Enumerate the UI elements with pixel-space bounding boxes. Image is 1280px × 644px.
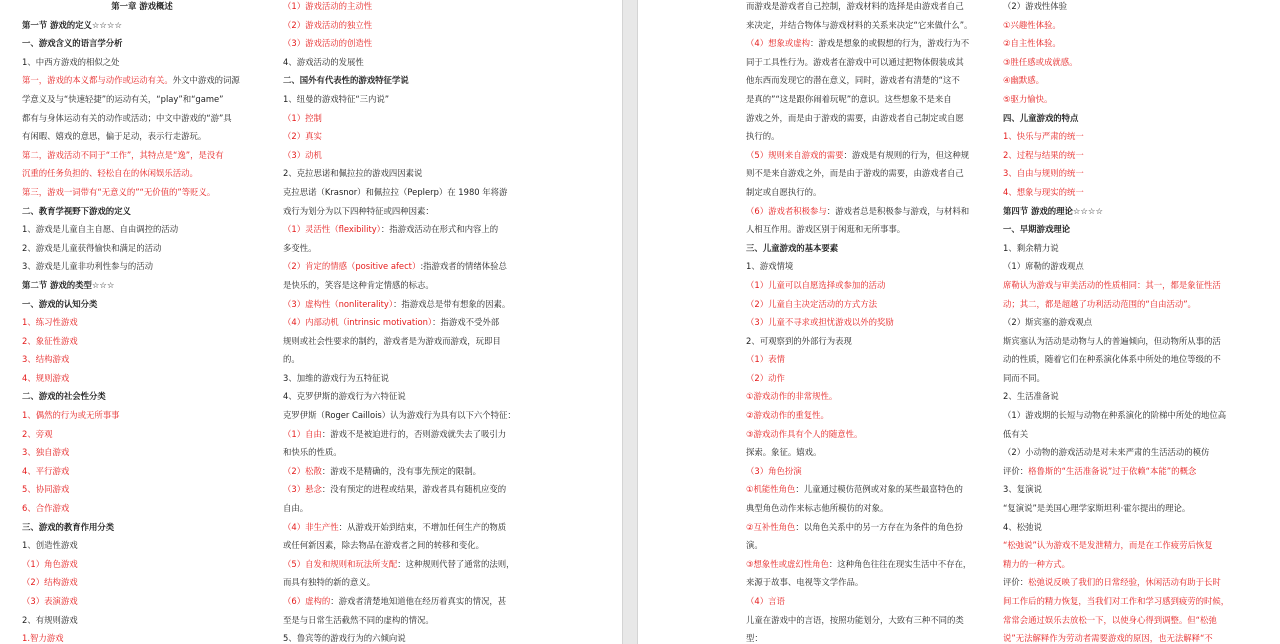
text-line: 1、创造性游戏 xyxy=(22,540,78,551)
text-line: ②游戏动作的重复性。 xyxy=(746,410,829,421)
text-line: （1）儿童可以自愿选择或参加的活动 xyxy=(746,279,886,290)
text-line: 4、松弛说 xyxy=(1003,521,1042,532)
text-line: （1）席勒的游戏观点 xyxy=(1003,261,1084,272)
text-line: 戏行为划分为以下四种特征或四种因素： xyxy=(283,205,434,216)
text-line xyxy=(283,295,519,314)
text-run: 松弛说反映了我们的日常经验，休闲活动有助于长时 xyxy=(1028,577,1221,588)
text-run: （5）规则来自游戏的需要 xyxy=(746,149,844,160)
text-line: 1、练习性游戏 xyxy=(22,317,78,328)
text-line: 2、有规则游戏 xyxy=(22,614,78,625)
text-line: 或任何新因素，除去物品在游戏者之间的转移和变化。 xyxy=(283,540,484,551)
text-line: （2）小动物的游戏活动是对未来严肃的生活活动的模仿 xyxy=(1003,447,1210,458)
text-line: （2）斯宾塞的游戏观点 xyxy=(1003,317,1093,328)
text-run: （6）游戏者积极参与 xyxy=(746,205,827,216)
text-line: 1、游戏情境 xyxy=(746,261,794,272)
text-line: ①兴趣性体验。 xyxy=(1003,19,1061,30)
text-run: ：没有预定的进程或结果，游戏者具有随机应变的 xyxy=(321,484,507,495)
text-line: 2、可观察到的外部行为表现 xyxy=(746,335,852,346)
text-line xyxy=(283,480,519,499)
text-line: （2）儿童自主决定活动的方式方法 xyxy=(746,298,877,309)
text-run: ：游戏者总是积极参与游戏，与材料和 xyxy=(826,205,970,216)
text-line xyxy=(746,34,982,53)
text-line: 3、游戏是儿童非功利性参与的活动 xyxy=(22,261,153,272)
text-line: 典型角色动作来标志他所模仿的对象。 xyxy=(746,503,889,514)
text-line: （4）言语 xyxy=(746,596,785,606)
text-line: 的。 xyxy=(283,354,300,365)
text-line: 来决定，并结合物体与游戏材料的关系来决定“它来做什么”。 xyxy=(746,19,973,30)
text-line: 第四节 游戏的理论☆☆☆☆ xyxy=(1003,205,1103,216)
text-line: 4、游戏活动的发展性 xyxy=(283,56,364,67)
text-line: 第二节 游戏的类型☆☆☆ xyxy=(22,279,115,290)
text-line: 有闲暇、嬉戏的意思，偏于足动，表示行走游玩。 xyxy=(22,131,207,142)
text-run: 外文中游戏的词源 xyxy=(172,75,240,86)
text-line: 而具有独特的新的意义。 xyxy=(283,577,376,588)
text-line: 2、旁观 xyxy=(22,428,53,439)
text-line: 三、游戏的教育作用分类 xyxy=(22,521,115,532)
text-line: 3、加维的游戏行为五特征说 xyxy=(283,372,389,383)
text-line: 2、克拉思诺和佩拉拉的游戏四因素说 xyxy=(283,168,423,179)
text-line: （2）动作 xyxy=(746,372,785,383)
text-run: （3）悬念 xyxy=(283,484,322,495)
text-line: 游戏之外，而是由于游戏的需要，由游戏者自己制定或自愿 xyxy=(746,112,964,123)
text-line: 动的性质，随着它们在种系演化体系中所处的地位等级的不 xyxy=(1003,354,1221,365)
text-line: 5、协同游戏 xyxy=(22,484,70,495)
text-run: （2）肯定的情感（positive afect） xyxy=(283,261,421,272)
text-line: 克拉思诺（Krasnor）和佩拉拉（Peplerp）在 1980 年将游 xyxy=(283,186,508,197)
text-run: 评价： xyxy=(1003,577,1029,588)
text-line xyxy=(746,146,982,165)
page-gutter xyxy=(622,0,638,644)
text-column-4 xyxy=(1003,0,1251,644)
text-run: （4）内部动机（intrinsic motivation） xyxy=(283,317,433,328)
text-run: 第一，游戏的本义都与动作或运动有关。 xyxy=(22,75,173,86)
text-column-1 xyxy=(22,0,262,644)
text-line: 一、游戏含义的语言学分析 xyxy=(22,38,123,49)
text-line: （3）表演游戏 xyxy=(22,596,78,606)
text-line: 5、鲁宾等的游戏行为的六倾向说 xyxy=(283,633,406,644)
text-line: （1）表情 xyxy=(746,354,785,365)
text-line: 第二，游戏活动不同于“工作”，其特点是“逸”，是没有 xyxy=(22,149,224,160)
text-line: 自由。 xyxy=(283,503,309,514)
text-run: ①机能性角色 xyxy=(746,484,796,495)
text-line xyxy=(283,592,519,611)
text-line: 则不是来自游戏之外，而是由于游戏的需要，由游戏者自己 xyxy=(746,168,964,179)
text-line xyxy=(283,462,519,481)
text-line: （1）游戏活动的主动性 xyxy=(283,1,373,11)
text-run: （4）想象或虚构 xyxy=(746,38,810,49)
text-line: 规则或社会性要求的制约，游戏者是为游戏而游戏，玩即目 xyxy=(283,335,501,346)
text-line: 说”无法解释作为劳动者需要游戏的原因，也无法解释“不 xyxy=(1003,633,1213,644)
text-run: ：游戏是有规则的行为，但这种规 xyxy=(843,149,970,160)
text-line: “松弛说”认为游戏不是发泄精力，而是在工作疲劳后恢复 xyxy=(1003,540,1213,551)
text-line: 二、教育学视野下游戏的定义 xyxy=(22,205,131,216)
document-page-left xyxy=(0,0,622,644)
text-line: 多变性。 xyxy=(283,242,317,253)
text-run: ：这种角色往往在现实生活中不存在， xyxy=(828,558,972,569)
text-run: 评价： xyxy=(1003,465,1029,476)
text-line xyxy=(283,555,519,574)
text-line: 间工作后的精力恢复，当我们对工作和学习感到疲劳的时候， xyxy=(1003,596,1230,606)
text-line: 4、平行游戏 xyxy=(22,465,70,476)
text-line: 2、生活准备说 xyxy=(1003,391,1059,402)
text-line: 1、偶然的行为或无所事事 xyxy=(22,410,120,421)
text-line: 来源于故事、电视等文学作品。 xyxy=(746,577,864,588)
text-line: 第一节 游戏的定义☆☆☆☆ xyxy=(22,19,122,30)
text-line: 二、国外有代表性的游戏特征学说 xyxy=(283,75,409,86)
text-line: “复演说”是美国心理学家斯坦利·霍尔提出的理论。 xyxy=(1003,503,1191,514)
text-line: （2）游戏活动的独立性 xyxy=(283,19,373,30)
text-line: 3、自由与规则的统一 xyxy=(1003,168,1084,179)
text-line: 低有关 xyxy=(1003,428,1029,439)
text-line: 1、游戏是儿童自主自愿、自由调控的活动 xyxy=(22,224,179,235)
text-line: 6、合作游戏 xyxy=(22,503,70,514)
text-line: 执行的。 xyxy=(746,131,780,142)
text-run: （2）松散 xyxy=(283,465,322,476)
text-line: ③胜任感或成就感。 xyxy=(1003,56,1078,67)
text-line xyxy=(1003,462,1251,481)
text-line: ④幽默感。 xyxy=(1003,75,1045,86)
text-line: （1）角色游戏 xyxy=(22,558,78,569)
text-line: 1、纽曼的游戏特征“三内说” xyxy=(283,93,390,104)
text-line: 而游戏是游戏者自己控制，游戏材料的选择是由游戏者自己 xyxy=(746,1,964,11)
text-line: ⑤驱力愉快。 xyxy=(1003,93,1053,104)
text-line: 三、儿童游戏的基本要素 xyxy=(746,242,839,253)
text-line: （2）游戏性体验 xyxy=(1003,1,1067,11)
text-line xyxy=(283,313,519,332)
text-line: （2）结构游戏 xyxy=(22,577,78,588)
text-line: （3）游戏活动的创造性 xyxy=(283,38,373,49)
text-line: 是真的”“这是跟你闹着玩呢”的意识。这些想象不是来自 xyxy=(746,93,952,104)
text-column-2 xyxy=(283,0,519,644)
text-line: 型： xyxy=(746,633,763,644)
text-run: 格鲁斯的“生活准备说”过于依赖“本能”的概念 xyxy=(1028,465,1197,476)
text-line: 探索。象征。嬉戏。 xyxy=(746,447,822,458)
text-run: :指游戏者的情绪体验总 xyxy=(420,261,507,272)
text-line: 1、中西方游戏的相似之处 xyxy=(22,56,120,67)
text-line: 常常会通过娱乐去放松一下，以使身心得到调整。但“松弛 xyxy=(1003,614,1217,625)
text-line: 制定或自愿执行的。 xyxy=(746,186,822,197)
document-page-right xyxy=(638,0,1280,644)
text-line: 4、规则游戏 xyxy=(22,372,70,383)
text-line: 1、快乐与严肃的统一 xyxy=(1003,131,1084,142)
text-run: ：游戏不是被迫进行的，否则游戏就失去了吸引力 xyxy=(321,428,507,439)
text-line xyxy=(22,71,262,90)
text-line: 1、剩余精力说 xyxy=(1003,242,1059,253)
text-run: ：游戏不是精确的，没有事先预定的限制。 xyxy=(321,465,481,476)
text-line xyxy=(746,480,982,499)
text-run: （1）自由 xyxy=(283,428,322,439)
text-run: ②互补性角色 xyxy=(746,521,796,532)
text-line: ②自主性体验。 xyxy=(1003,38,1061,49)
text-line: 沉重的任务负担的、轻松自在的休闲娱乐活动。 xyxy=(22,168,198,179)
text-line: 一、早期游戏理论 xyxy=(1003,224,1070,235)
text-line: 3、复演说 xyxy=(1003,484,1042,495)
text-line xyxy=(283,220,519,239)
text-run: ：以角色关系中的另一方存在为条件的角色扮 xyxy=(795,521,963,532)
text-run: （5）自发和规则和玩法所支配 xyxy=(283,558,398,569)
text-run: ：指游戏不受外部 xyxy=(432,317,500,328)
text-line xyxy=(746,202,982,221)
text-line: 2、象征性游戏 xyxy=(22,335,78,346)
text-line: 4、克罗伊斯的游戏行为六特征说 xyxy=(283,391,406,402)
text-line: 儿童在游戏中的言语，按照功能划分，大致有三种不同的类 xyxy=(746,614,964,625)
text-line: 克罗伊斯（Roger Caillois）认为游戏行为具有以下六个特征： xyxy=(283,410,516,421)
text-line: （1）控制 xyxy=(283,112,322,123)
text-line: 第三，游戏一词带有“无意义的”“无价值的”等贬义。 xyxy=(22,186,216,197)
text-line: 是快乐的，笑容是这种肯定情感的标志。 xyxy=(283,279,434,290)
text-run: ：指游戏总是带有想象的因素。 xyxy=(393,298,511,309)
text-line: 1.智力游戏 xyxy=(22,633,64,644)
text-run: ：儿童通过模仿范例或对象的某些最富特色的 xyxy=(795,484,963,495)
text-run: （3）虚构性（nonliterality） xyxy=(283,298,394,309)
text-run: ：游戏是想象的或假想的行为，游戏行为不 xyxy=(809,38,970,49)
text-run: ③想象性或虚幻性角色 xyxy=(746,558,829,569)
text-column-3 xyxy=(746,0,982,644)
text-line: 都有与身体运动有关的动作或活动；中文中游戏的“游”具 xyxy=(22,112,232,123)
text-line xyxy=(746,518,982,537)
text-line: 一、游戏的认知分类 xyxy=(22,298,98,309)
text-line: 人相互作用。游戏区别于闲逛和无所事事。 xyxy=(746,224,906,235)
text-line: 席勒认为游戏与审美活动的性质相同：其一，都是象征性活 xyxy=(1003,279,1221,290)
text-line: 同而不同。 xyxy=(1003,372,1045,383)
text-line: （3）角色扮演 xyxy=(746,465,802,476)
text-line: 3、独自游戏 xyxy=(22,447,70,458)
text-line: 和快乐的性质。 xyxy=(283,447,342,458)
text-line: 2、游戏是儿童获得愉快和满足的活动 xyxy=(22,242,162,253)
text-line: （3）动机 xyxy=(283,149,322,160)
text-line: 4、想象与现实的统一 xyxy=(1003,186,1084,197)
text-line: 斯宾塞认为活动是动物与人的普遍倾向，但动物所从事的活 xyxy=(1003,335,1221,346)
text-line: （3）儿童不寻求或担忧游戏以外的奖励 xyxy=(746,317,894,328)
text-line: 同于工具性行为。游戏者在游戏中可以通过把物体假装成其 xyxy=(746,56,964,67)
text-line: 至是与日常生活截然不同的虚构的情况。 xyxy=(283,614,434,625)
text-run: ：这种规则代替了通常的法则， xyxy=(397,558,515,569)
text-line: 二、游戏的社会性分类 xyxy=(22,391,106,402)
text-line: ①游戏动作的非常规性。 xyxy=(746,391,838,402)
text-line: ③游戏动作具有个人的随意性。 xyxy=(746,428,863,439)
text-line xyxy=(1003,573,1251,592)
text-run: ：指游戏活动在形式和内容上的 xyxy=(380,224,499,235)
text-line: 他东西而发现它的潜在意义，同时，游戏者有清楚的“这不 xyxy=(746,75,960,86)
text-line: 动；其二，都是超越了功利活动范围的“自由活动”。 xyxy=(1003,298,1196,309)
text-line: （2）真实 xyxy=(283,131,322,142)
text-line: 演。 xyxy=(746,540,763,551)
text-line: 3、结构游戏 xyxy=(22,354,70,365)
text-line xyxy=(283,425,519,444)
text-line: 精力的一种方式。 xyxy=(1003,558,1070,569)
text-line: 学意义及与“快速轻捷”的运动有关，“play”和“game” xyxy=(22,93,224,104)
text-line: 四、儿童游戏的特点 xyxy=(1003,112,1079,123)
text-run: （6）虚构的 xyxy=(283,596,331,606)
text-line: 2、过程与结果的统一 xyxy=(1003,149,1084,160)
text-line: 第一章 游戏概述 xyxy=(111,1,173,11)
text-line: （1）游戏期的长短与动物在种系演化的阶梯中所处的地位高 xyxy=(1003,410,1227,421)
text-run: （1）灵活性（flexibility） xyxy=(283,224,381,235)
text-line xyxy=(283,257,519,276)
text-line xyxy=(746,555,982,574)
text-run: ：游戏者清楚地知道他在经历着真实的情况，甚 xyxy=(330,596,507,606)
text-run: ：从游戏开始到结束，不增加任何生产的物质 xyxy=(338,521,507,532)
text-run: （4）非生产性 xyxy=(283,521,339,532)
text-line xyxy=(283,518,519,537)
